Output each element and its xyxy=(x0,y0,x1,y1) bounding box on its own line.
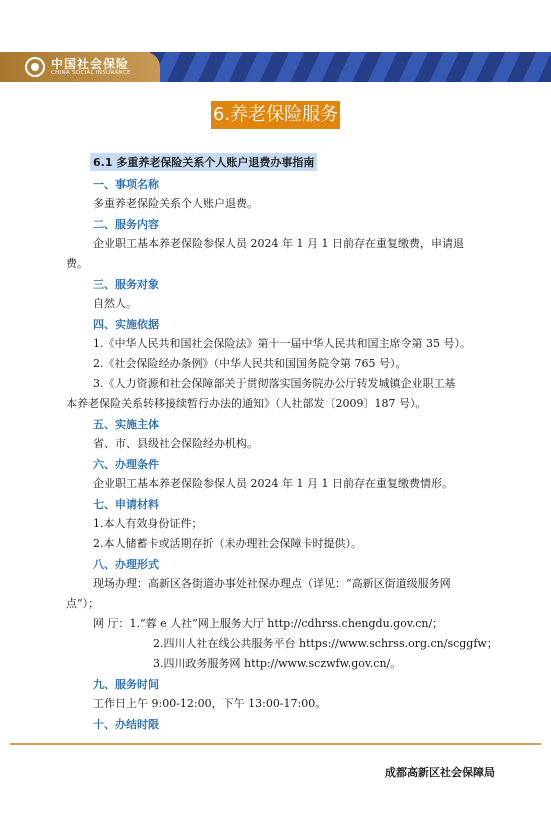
web-hall-item2: 2.四川人社在线公共服务平台 https://www.schrss.org.cn/scggfw； xyxy=(153,637,498,650)
social-insurance-logo-icon xyxy=(25,57,45,77)
handling-form-line2: 点”）； xyxy=(66,597,100,610)
heading-item-name: 一、事项名称 xyxy=(93,178,159,191)
heading-implementing-body: 五、实施主体 xyxy=(93,418,159,431)
service-content-line2: 费。 xyxy=(66,257,88,270)
conditions-text: 企业职工基本养老保险参保人员 2024 年 1 月 1 日前存在重复缴费情形。 xyxy=(93,477,453,490)
heading-service-hours: 九、服务时间 xyxy=(93,678,159,691)
heading-conditions: 六、办理条件 xyxy=(93,458,159,471)
logo-text-en: CHINA SOCIAL INSURANCE xyxy=(51,70,131,76)
header-stripes xyxy=(150,52,551,82)
logo-text-cn: 中国社会保险 xyxy=(51,57,130,71)
service-hours-text: 工作日上午 9:00-12:00，下午 13:00-17:00。 xyxy=(93,697,327,710)
handling-form-line1: 现场办理：高新区各街道办事处社保办理点（详见：“高新区街道级服务网 xyxy=(93,577,451,590)
legal-basis-item3-line2: 本养老保险关系转移接续暂行办法的通知》（人社部发〔2009〕187 号）。 xyxy=(66,397,427,410)
service-content-line1: 企业职工基本养老保险参保人员 2024 年 1 月 1 日前存在重复缴费，申请退 xyxy=(93,237,464,250)
page-title: 6.养老保险服务 xyxy=(211,101,340,129)
web-hall-item1: 网 厅：1.“蓉 e 人社”网上服务大厅 http://cdhrss.chengdu.gov.cn/； xyxy=(93,617,444,630)
materials-item1: 1.本人有效身份证件； xyxy=(93,517,203,530)
heading-materials: 七、申请材料 xyxy=(93,498,159,511)
heading-legal-basis: 四、实施依据 xyxy=(93,318,159,331)
heading-completion-time: 十、办结时限 xyxy=(93,718,159,731)
web-hall-item3: 3.四川政务服务网 http://www.sczwfw.gov.cn/。 xyxy=(153,657,402,670)
heading-service-target: 三、服务对象 xyxy=(93,278,159,291)
heading-handling-form: 八、办理形式 xyxy=(93,558,159,571)
item-name-text: 多重养老保险关系个人账户退费。 xyxy=(93,197,258,210)
subsection-title: 6.1 多重养老保险关系个人账户退费办事指南 xyxy=(90,153,317,171)
heading-service-content: 二、服务内容 xyxy=(93,218,159,231)
legal-basis-item1: 1.《中华人民共和国社会保险法》第十一届中华人民共和国主席令第 35 号）。 xyxy=(93,337,471,350)
footer-divider xyxy=(10,743,541,745)
legal-basis-item3-line1: 3.《人力资源和社会保障部关于贯彻落实国务院办公厅转发城镇企业职工基 xyxy=(93,377,456,390)
materials-item2: 2.本人储蓄卡或活期存折（未办理社会保障卡时提供）。 xyxy=(93,537,362,550)
footer-organization: 成都高新区社会保障局 xyxy=(385,766,495,779)
legal-basis-item2: 2.《社会保险经办条例》（中华人民共和国国务院令第 765 号）。 xyxy=(93,357,407,370)
implementing-body-text: 省、市、县级社会保险经办机构。 xyxy=(93,437,258,450)
service-target-text: 自然人。 xyxy=(93,297,137,310)
